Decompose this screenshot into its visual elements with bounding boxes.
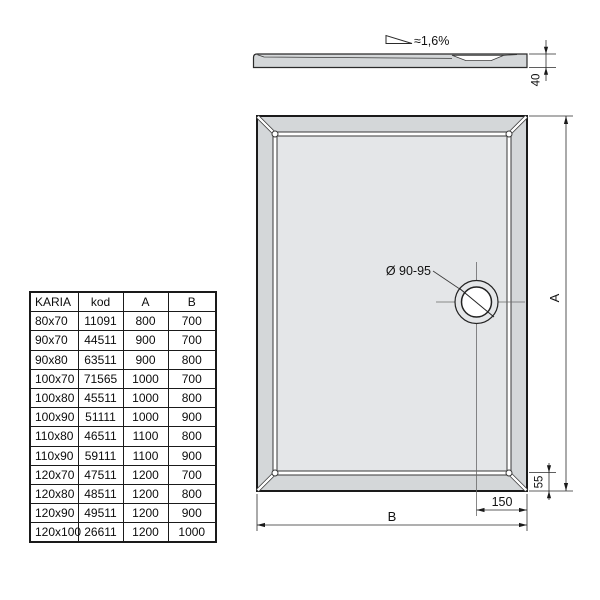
cell-kod: 45511 xyxy=(78,388,123,407)
slope-symbol xyxy=(386,36,412,44)
cell-kod: 48511 xyxy=(78,484,123,503)
cell-size: 80x70 xyxy=(30,312,78,331)
dim-b-label: B xyxy=(387,509,397,524)
cell-kod: 63511 xyxy=(78,350,123,369)
cell-size: 120x80 xyxy=(30,484,78,503)
table-header-row xyxy=(30,292,216,312)
dim-150-label: 150 xyxy=(491,495,513,509)
cell-size: 120x90 xyxy=(30,504,78,523)
cell-a: 1200 xyxy=(123,484,168,503)
profile-view xyxy=(254,34,557,86)
cell-b: 900 xyxy=(168,446,216,465)
cell-a: 1000 xyxy=(123,408,168,427)
cell-a: 1100 xyxy=(123,446,168,465)
cell-size: 90x70 xyxy=(30,331,78,350)
cell-size: 100x90 xyxy=(30,408,78,427)
table-row xyxy=(30,350,216,369)
slope-label: ≈1,6% xyxy=(414,34,450,48)
table-row xyxy=(30,331,216,350)
table-row xyxy=(30,523,216,543)
drain-label: Ø 90-95 xyxy=(385,264,431,278)
table-row xyxy=(30,446,216,465)
cell-kod: 47511 xyxy=(78,465,123,484)
cell-a: 900 xyxy=(123,350,168,369)
table-row xyxy=(30,312,216,331)
cell-size: 110x90 xyxy=(30,446,78,465)
table-row xyxy=(30,504,216,523)
cell-a: 1000 xyxy=(123,388,168,407)
cell-b: 800 xyxy=(168,388,216,407)
cell-a: 1200 xyxy=(123,504,168,523)
cell-size: 100x70 xyxy=(30,369,78,388)
col-header-b: B xyxy=(168,292,216,312)
dim-55-label: 55 xyxy=(533,475,546,489)
table-row xyxy=(30,388,216,407)
profile-height-label: 40 xyxy=(530,73,543,87)
cell-b: 800 xyxy=(168,350,216,369)
cell-b: 900 xyxy=(168,504,216,523)
col-header-karia: KARIA xyxy=(30,292,78,312)
cell-kod: 46511 xyxy=(78,427,123,446)
cell-kod: 11091 xyxy=(78,312,123,331)
cell-b: 800 xyxy=(168,484,216,503)
cell-a: 1000 xyxy=(123,369,168,388)
dim-a-label: A xyxy=(547,293,562,303)
cell-b: 700 xyxy=(168,369,216,388)
cell-size: 90x80 xyxy=(30,350,78,369)
cell-b: 700 xyxy=(168,465,216,484)
cell-b: 900 xyxy=(168,408,216,427)
cell-b: 700 xyxy=(168,331,216,350)
cell-b: 1000 xyxy=(168,523,216,543)
cell-kod: 71565 xyxy=(78,369,123,388)
cell-a: 1200 xyxy=(123,465,168,484)
cell-kod: 51111 xyxy=(78,408,123,427)
cell-kod: 49511 xyxy=(78,504,123,523)
dimension-a xyxy=(529,116,573,491)
size-table xyxy=(29,291,217,543)
cell-size: 100x80 xyxy=(30,388,78,407)
plan-view xyxy=(256,115,527,516)
cell-kod: 59111 xyxy=(78,446,123,465)
table-row xyxy=(30,465,216,484)
table-row xyxy=(30,408,216,427)
cell-size: 110x80 xyxy=(30,427,78,446)
col-header-kod: kod xyxy=(78,292,123,312)
cell-kod: 26611 xyxy=(78,523,123,543)
cell-b: 700 xyxy=(168,312,216,331)
cell-size: 120x100 xyxy=(30,523,78,543)
cell-a: 1100 xyxy=(123,427,168,446)
table-row xyxy=(30,427,216,446)
col-header-a: A xyxy=(123,292,168,312)
table-row xyxy=(30,369,216,388)
cell-size: 120x70 xyxy=(30,465,78,484)
table-row xyxy=(30,484,216,503)
cell-b: 800 xyxy=(168,427,216,446)
cell-a: 1200 xyxy=(123,523,168,543)
cell-a: 800 xyxy=(123,312,168,331)
cell-a: 900 xyxy=(123,331,168,350)
cell-kod: 44511 xyxy=(78,331,123,350)
